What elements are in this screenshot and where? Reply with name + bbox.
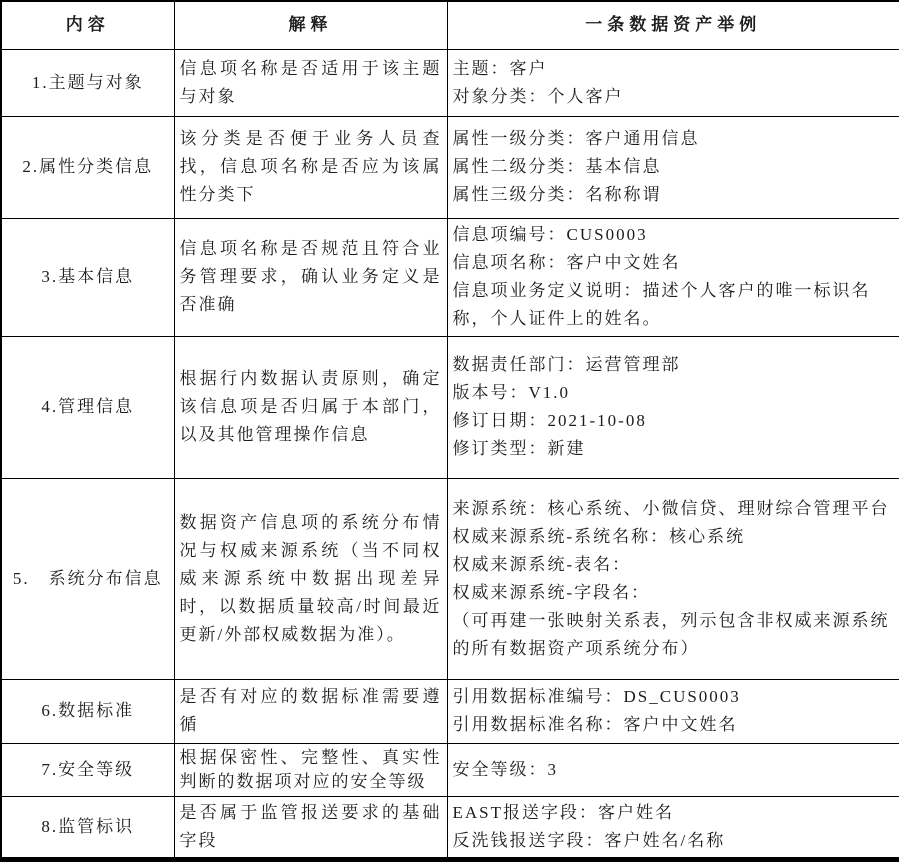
example-line: 权威来源系统-系统名称：核心系统 [452, 526, 746, 546]
example-line: 数据责任部门：运营管理部 [452, 355, 681, 374]
explanation-cell: 信息项名称是否规范且符合业务管理要求，确认业务定义是否准确 [174, 218, 447, 336]
example-line: 修订类型：新建 [452, 439, 586, 458]
example-cell [447, 478, 899, 679]
column-header-content: 内容 [1, 1, 174, 49]
explanation-cell: 是否属于监管报送要求的基础字段 [174, 796, 447, 859]
row-label-cell: 6.数据标准 [1, 679, 174, 743]
example-line: 版本号：V1.0 [452, 383, 571, 402]
example-cell [447, 218, 899, 336]
example-line: 主题：客户 [452, 58, 548, 78]
table-row [1, 478, 899, 679]
example-cell [447, 796, 899, 859]
table-row [1, 796, 899, 859]
example-cell [447, 679, 899, 743]
example-line: 权威来源系统-表名： [452, 554, 632, 574]
example-line: EAST报送字段：客户姓名 [452, 802, 674, 822]
explanation-cell: 该分类是否便于业务人员查找，信息项名称是否应为该属性分类下 [174, 116, 447, 218]
example-cell [447, 116, 899, 218]
table-row [1, 743, 899, 796]
row-label-cell: 8.监管标识 [1, 796, 174, 859]
table-row [1, 218, 899, 336]
explanation-cell: 数据资产信息项的系统分布情况与权威来源系统（当不同权威来源系统中数据出现差异时，以数据质量较高/时间最近更新/外部权威数据为准）。 [174, 478, 447, 679]
row-label-cell: 7.安全等级 [1, 743, 174, 796]
table-body [1, 49, 899, 859]
explanation-cell: 根据保密性、完整性、真实性判断的数据项对应的安全等级 [174, 743, 447, 796]
example-line: 属性三级分类：名称称谓 [452, 185, 662, 204]
example-line: 权威来源系统-字段名： [452, 582, 651, 602]
row-label-cell: 3.基本信息 [1, 218, 174, 336]
example-line: 修订日期：2021-10-08 [452, 411, 647, 430]
table-row [1, 49, 899, 116]
column-header-example: 一条数据资产举例 [447, 1, 899, 49]
example-line: 反洗钱报送字段：客户姓名/名称 [452, 830, 726, 850]
example-line: 信息项名称：客户中文姓名 [452, 253, 681, 272]
table-row [1, 679, 899, 743]
example-line: 引用数据标准编号：DS_CUS0003 [452, 687, 741, 706]
explanation-cell: 根据行内数据认责原则，确定该信息项是否归属于本部门，以及其他管理操作信息 [174, 336, 447, 478]
explanation-cell: 信息项名称是否适用于该主题与对象 [174, 49, 447, 116]
table-row [1, 336, 899, 478]
table-row [1, 116, 899, 218]
row-label-cell: 1.主题与对象 [1, 49, 174, 116]
example-line: 安全等级：3 [452, 759, 558, 779]
column-header-explanation: 解释 [174, 1, 447, 49]
example-line: 信息项编号：CUS0003 [452, 225, 648, 244]
example-cell [447, 336, 899, 478]
explanation-cell: 是否有对应的数据标准需要遵循 [174, 679, 447, 743]
example-line: 属性一级分类：客户通用信息 [452, 129, 700, 148]
example-line: 对象分类：个人客户 [452, 86, 624, 106]
example-line: 信息项业务定义说明：描述个人客户的唯一标识名称，个人证件上的姓名。 [452, 281, 871, 328]
row-label-cell: 5. 系统分布信息 [1, 478, 174, 679]
example-line: 来源系统：核心系统、小微信贷、理财综合管理平台 [452, 498, 890, 518]
table-header-row [1, 1, 899, 49]
example-line: 属性二级分类：基本信息 [452, 157, 662, 176]
example-cell [447, 743, 899, 796]
row-label-cell: 4.管理信息 [1, 336, 174, 478]
example-cell [447, 49, 899, 116]
example-line: （可再建一张映射关系表，列示包含非权威来源系统的所有数据资产项系统分布） [452, 610, 890, 658]
row-label-cell: 2.属性分类信息 [1, 116, 174, 218]
example-line: 引用数据标准名称：客户中文姓名 [452, 715, 738, 734]
